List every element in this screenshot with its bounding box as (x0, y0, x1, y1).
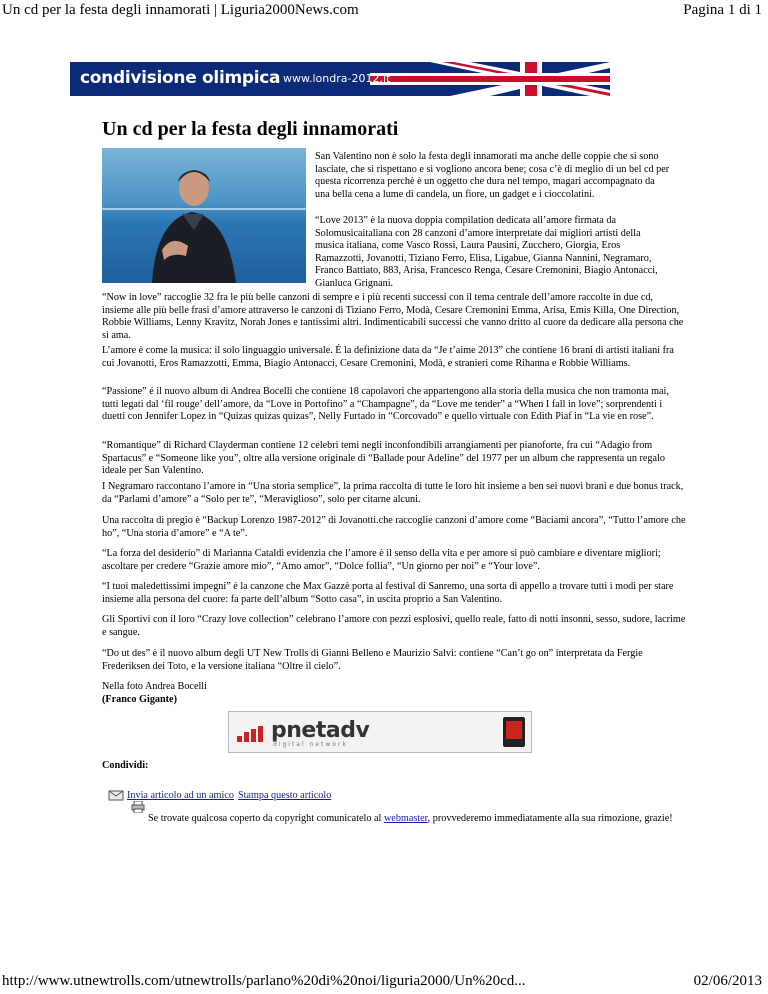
advertisement-banner[interactable] (228, 711, 532, 753)
ad-logo: pnetadv (271, 718, 370, 743)
print-footer-url: http://www.utnewtrolls.com/utnewtrolls/parlano%20di%20noi/liguria2000/Un%20cd... (2, 973, 526, 989)
article-author: (Franco Gigante) (102, 694, 177, 705)
article-paragraph: L’amore è come la musica: il solo linguaggio universale. É la definizione data da “Je t’aime 2013” che contiene 16 brani di artisti italiani fra cui Jovanotti, Eros Ramazzotti, Emma, Biagio Antonacci, Cesare Cremonini, Modà, e stranieri come Rihanna e Robbie Williams. (102, 345, 674, 369)
article-paragraph: “Passione” é il nuovo album di Andrea Bocelli che contiene 18 capolavori che appartengono alla storia della musica che non tramonta mai, tutti legati dal ‘fil rouge’ dell’amore, da “Love in Portofino” a “Champagne”, da “Love me tender” a “When I fall in love”; sorprendenti i duetti con Jennifer Lopez in “Quizas quizas quizas”, Nelly Furtado in “Corcovado” e quello virtuale con Edith Piaf in “La vie en rose”. (102, 386, 669, 423)
share-links (127, 790, 331, 801)
print-footer-date: 02/06/2013 (693, 973, 762, 989)
article-paragraph: Gli Sportivi con il loro “Crazy love collection” celebrano l’amore con pezzi esplosivi, quello reale, fatto di notti insonni, sesso, sudore, lacrime e sangue. (102, 614, 686, 638)
envelope-icon[interactable] (108, 789, 124, 801)
share-label: Condividi: (102, 760, 149, 771)
article-paragraph: I Negramaro raccontano l’amore in “Una storia semplice”, la prima raccolta di tutte le loro hit insieme a ben sei nuovi brani e due bonus track, da “Parlami d’amore” a “Solo per te”, “Meraviglioso”, solo per citarne alcuni. (102, 481, 684, 505)
article-paragraph: “Now in love” raccoglie 32 fra le più belle canzoni di sempre e i più recenti successi con il tema centrale dell’amore raccolte in due cd, insieme alle più belle frasi d’amore attraverso le canzoni di Tiziano Ferro, Modà, Cesare Cremonini Emma, Arisa, Emis Killa, One Direction, Robbie Williams, Lenny Kravitz, Norah Jones e tantissimi altri. Indimenticabili successi che vanno dritto al cuore da dedicare alla persona che si ama. (102, 292, 684, 341)
article-paragraph: “La forza del desiderio” di Marianna Cataldi evidenzia che l’amore è il senso della vita e per amore si può cambiare e diventare migliori; ascoltare per credere “Grazie amore mio”, “Amo amor”, “Dolce follia”, “Un giorno per noi” e “Your love”. (102, 548, 661, 572)
print-header-page: Pagina 1 di 1 (683, 2, 762, 18)
intro-paragraph-2: “Love 2013” è la nuova doppia compilation dedicata all’amore firmata da Solomusicaitaliana con 28 canzoni d’amore interpretate dai migliori artisti della musica italiana, come Vasco Rossi, Laura Pausini, Zucchero, Giorgia, Eros Ramazzotti, Jovanotti, Tiziano Ferro, Elisa, Ligabue, Gianna Nannini, Negramaro, Franco Battiato, 883, Arisa, Francesco Renga, Cesare Cremonini, Biagio Antonacci, Gianluca Grignani. (315, 215, 658, 289)
article-paragraph: Una raccolta di pregio è “Backup Lorenzo 1987-2012” di Jovanotti.che raccoglie canzoni d’amore come “Baciami ancora”, “Tutto l’amore che ho”, “Una storia d’amore” e “A te”. (102, 515, 686, 539)
print-article-link[interactable]: Stampa questo articolo (237, 790, 332, 801)
webmaster-link[interactable]: webmaster (383, 813, 428, 824)
ad-tagline: digital network (273, 741, 348, 748)
copyright-notice: Se trovate qualcosa coperto da copyright comunicatelo al webmaster, provvederemo immediatamente alla sua rimozione, grazie! (148, 813, 673, 824)
article-paragraph: “Romantique” di Richard Clayderman contiene 12 celebri temi negli inconfondibili arrangiamenti per pianoforte, fra cui “Adagio from Spartacus” e “Someone like you”, oltre alla versione originale di “Ballade pour Adeline” del 1977 per un album che rappresenta un regalo ideale per San Valentino. (102, 440, 665, 477)
banner-url: www.londra-2012.it (283, 72, 391, 85)
article-photo (102, 148, 306, 283)
device-icon (503, 717, 525, 747)
article-paragraph: “Do ut des” è il nuovo album degli UT New Trolls di Gianni Belleno e Maurizio Salvi: contiene “Can’t go on” interpretata da Fergie Frederiksen dei Toto, e la versione italiana “Oltre il cielo”. (102, 648, 643, 672)
photo-caption: Nella foto Andrea Bocelli (102, 681, 207, 692)
printer-icon[interactable] (131, 801, 145, 813)
person-figure (142, 160, 242, 283)
bars-icon (237, 726, 267, 742)
print-header-title: Un cd per la festa degli innamorati | Liguria2000News.com (2, 2, 359, 18)
banner-brand: condivisione olimpica (80, 68, 281, 88)
intro-paragraph-1: San Valentino non è solo la festa degli innamorati ma anche delle coppie che si sono lasciate, che si rispettano e si vogliono ancora bene; cosa c’è di meglio di un bel cd per questa ricorrenza perchè è un oggetto che dura nel tempo, magari accompagnato da una bella cena a lume di candela, un fiore, un gadget e i cioccolatini. (315, 151, 670, 200)
article-title: Un cd per la festa degli innamorati (102, 118, 399, 140)
article-paragraph: “I tuoi maledettissimi impegni” è la canzone che Max Gazzè porta al festival di Sanremo, una sorta di appello a trovare tutti i modi per stare insieme alla persona del cuore: fa parte dell’album “Sotto casa”, in uscita proprio a San Valentino. (102, 581, 674, 605)
send-to-friend-link[interactable]: Invia articolo ad un amico (127, 790, 234, 801)
banner[interactable] (70, 62, 610, 96)
